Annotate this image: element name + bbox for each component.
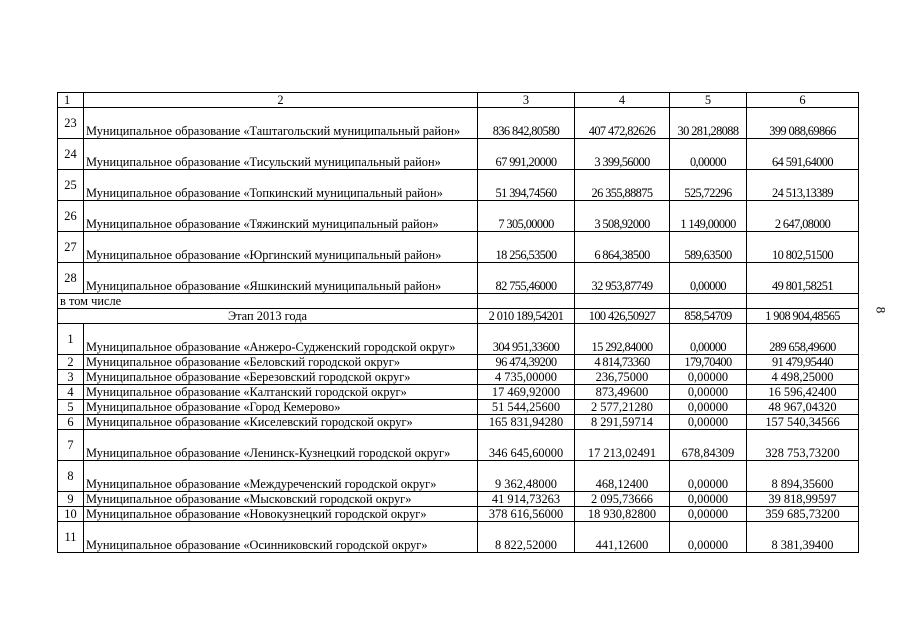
- cell-value: 17 469,92000: [478, 385, 575, 400]
- cell-value: 10 802,51500: [747, 232, 859, 263]
- row-number: 25: [58, 170, 84, 201]
- cell-value: 32 953,87749: [575, 263, 670, 294]
- row-name: Муниципальное образование «Город Кемерово»: [84, 400, 478, 415]
- cell-value: 359 685,73200: [747, 507, 859, 522]
- cell-value: 378 616,56000: [478, 507, 575, 522]
- table-row: [58, 385, 859, 400]
- row-number: 4: [58, 385, 84, 400]
- cell-value: 24 513,13389: [747, 170, 859, 201]
- cell-value: 8 894,35600: [747, 461, 859, 492]
- cell-value: 2 010 189,54201: [478, 309, 575, 324]
- cell-value: 1 908 904,48565: [747, 309, 859, 324]
- row-number: 11: [58, 522, 84, 553]
- cell-value: 0,00000: [670, 385, 747, 400]
- cell-value: 100 426,50927: [575, 309, 670, 324]
- row-number: 27: [58, 232, 84, 263]
- row-number: 3: [58, 370, 84, 385]
- row-number: 7: [58, 430, 84, 461]
- table-row-stage: [58, 309, 859, 324]
- column-header: 2: [84, 93, 478, 108]
- cell-value: 41 914,73263: [478, 492, 575, 507]
- row-name: Муниципальное образование «Юргинский муниципальный район»: [84, 232, 478, 263]
- cell-value: 3 508,92000: [575, 201, 670, 232]
- table-row: [58, 430, 859, 461]
- cell-value: 2 577,21280: [575, 400, 670, 415]
- cell-value: 0,00000: [670, 324, 747, 355]
- cell-value: 836 842,80580: [478, 108, 575, 139]
- table-row: [58, 263, 859, 294]
- cell-value: 67 991,20000: [478, 139, 575, 170]
- cell-value: 30 281,28088: [670, 108, 747, 139]
- cell-value: 179,70400: [670, 355, 747, 370]
- table-row: [58, 400, 859, 415]
- column-header: 6: [747, 93, 859, 108]
- table-row: [58, 108, 859, 139]
- cell-value: 346 645,60000: [478, 430, 575, 461]
- cell-value: 1 149,00000: [670, 201, 747, 232]
- row-name: Муниципальное образование «Березовский городской округ»: [84, 370, 478, 385]
- cell-value: 873,49600: [575, 385, 670, 400]
- table-row: [58, 139, 859, 170]
- cell-value: 4 735,00000: [478, 370, 575, 385]
- cell-value: 96 474,39200: [478, 355, 575, 370]
- row-number: 6: [58, 415, 84, 430]
- cell-value: 525,72296: [670, 170, 747, 201]
- cell-value: 8 291,59714: [575, 415, 670, 430]
- table-row: [58, 415, 859, 430]
- cell-value: 26 355,88875: [575, 170, 670, 201]
- table-row: [58, 324, 859, 355]
- cell-value: 328 753,73200: [747, 430, 859, 461]
- cell-value: 8 381,39400: [747, 522, 859, 553]
- row-number: 2: [58, 355, 84, 370]
- table-row: [58, 507, 859, 522]
- row-number: 1: [58, 324, 84, 355]
- cell-value: 48 967,04320: [747, 400, 859, 415]
- cell-value: 15 292,84000: [575, 324, 670, 355]
- row-number: 8: [58, 461, 84, 492]
- cell-value: 3 399,56000: [575, 139, 670, 170]
- table-row-in-total: [58, 294, 859, 309]
- in-total-label: в том числе: [58, 294, 478, 309]
- row-name: Муниципальное образование «Топкинский муниципальный район»: [84, 170, 478, 201]
- cell-value: 2 647,08000: [747, 201, 859, 232]
- row-number: 9: [58, 492, 84, 507]
- row-name: Муниципальное образование «Новокузнецкий городской округ»: [84, 507, 478, 522]
- table-header-row: [58, 93, 859, 108]
- row-name: Муниципальное образование «Тисульский муниципальный район»: [84, 139, 478, 170]
- empty-cell: [747, 294, 859, 309]
- table-row: [58, 492, 859, 507]
- cell-value: 0,00000: [670, 522, 747, 553]
- column-header: 1: [58, 93, 84, 108]
- cell-value: 0,00000: [670, 507, 747, 522]
- cell-value: 236,75000: [575, 370, 670, 385]
- cell-value: 858,54709: [670, 309, 747, 324]
- cell-value: 0,00000: [670, 400, 747, 415]
- stage-label: Этап 2013 года: [58, 309, 478, 324]
- cell-value: 304 951,33600: [478, 324, 575, 355]
- table-row: [58, 232, 859, 263]
- row-name: Муниципальное образование «Анжеро-Судженский городской округ»: [84, 324, 478, 355]
- cell-value: 82 755,46000: [478, 263, 575, 294]
- row-name: Муниципальное образование «Мысковский городской округ»: [84, 492, 478, 507]
- cell-value: 51 394,74560: [478, 170, 575, 201]
- row-name: Муниципальное образование «Междуреченский городской округ»: [84, 461, 478, 492]
- empty-cell: [478, 294, 575, 309]
- cell-value: 589,63500: [670, 232, 747, 263]
- cell-value: 8 822,52000: [478, 522, 575, 553]
- cell-value: 0,00000: [670, 263, 747, 294]
- empty-cell: [575, 294, 670, 309]
- cell-value: 7 305,00000: [478, 201, 575, 232]
- cell-value: 51 544,25600: [478, 400, 575, 415]
- row-name: Муниципальное образование «Ленинск-Кузнецкий городской округ»: [84, 430, 478, 461]
- cell-value: 678,84309: [670, 430, 747, 461]
- row-number: 10: [58, 507, 84, 522]
- column-header: 4: [575, 93, 670, 108]
- row-number: 5: [58, 400, 84, 415]
- row-name: Муниципальное образование «Таштагольский муниципальный район»: [84, 108, 478, 139]
- cell-value: 18 930,82800: [575, 507, 670, 522]
- cell-value: 49 801,58251: [747, 263, 859, 294]
- table-row: [58, 170, 859, 201]
- cell-value: 0,00000: [670, 139, 747, 170]
- column-header: 3: [478, 93, 575, 108]
- row-name: Муниципальное образование «Осинниковский городской округ»: [84, 522, 478, 553]
- cell-value: 16 596,42400: [747, 385, 859, 400]
- cell-value: 441,12600: [575, 522, 670, 553]
- cell-value: 91 479,95440: [747, 355, 859, 370]
- cell-value: 0,00000: [670, 461, 747, 492]
- row-name: Муниципальное образование «Тяжинский муниципальный район»: [84, 201, 478, 232]
- row-name: Муниципальное образование «Киселевский городской округ»: [84, 415, 478, 430]
- cell-value: 289 658,49600: [747, 324, 859, 355]
- row-name: Муниципальное образование «Калтанский городской округ»: [84, 385, 478, 400]
- table-row: [58, 522, 859, 553]
- cell-value: 9 362,48000: [478, 461, 575, 492]
- row-number: 24: [58, 139, 84, 170]
- column-header: 5: [670, 93, 747, 108]
- cell-value: 39 818,99597: [747, 492, 859, 507]
- cell-value: 64 591,64000: [747, 139, 859, 170]
- cell-value: 0,00000: [670, 415, 747, 430]
- cell-value: 0,00000: [670, 370, 747, 385]
- cell-value: 407 472,82626: [575, 108, 670, 139]
- cell-value: 468,12400: [575, 461, 670, 492]
- row-number: 26: [58, 201, 84, 232]
- cell-value: 4 498,25000: [747, 370, 859, 385]
- row-name: Муниципальное образование «Яшкинский муниципальный район»: [84, 263, 478, 294]
- cell-value: 17 213,02491: [575, 430, 670, 461]
- cell-value: 0,00000: [670, 492, 747, 507]
- cell-value: 165 831,94280: [478, 415, 575, 430]
- cell-value: 2 095,73666: [575, 492, 670, 507]
- cell-value: 157 540,34566: [747, 415, 859, 430]
- table-row: [58, 461, 859, 492]
- cell-value: 18 256,53500: [478, 232, 575, 263]
- empty-cell: [670, 294, 747, 309]
- page-number: 8: [873, 306, 889, 314]
- table-row: [58, 370, 859, 385]
- row-name: Муниципальное образование «Беловский городской округ»: [84, 355, 478, 370]
- row-number: 28: [58, 263, 84, 294]
- cell-value: 399 088,69866: [747, 108, 859, 139]
- cell-value: 6 864,38500: [575, 232, 670, 263]
- row-number: 23: [58, 108, 84, 139]
- table-row: [58, 201, 859, 232]
- data-table: [57, 92, 859, 553]
- cell-value: 4 814,73360: [575, 355, 670, 370]
- table-row: [58, 355, 859, 370]
